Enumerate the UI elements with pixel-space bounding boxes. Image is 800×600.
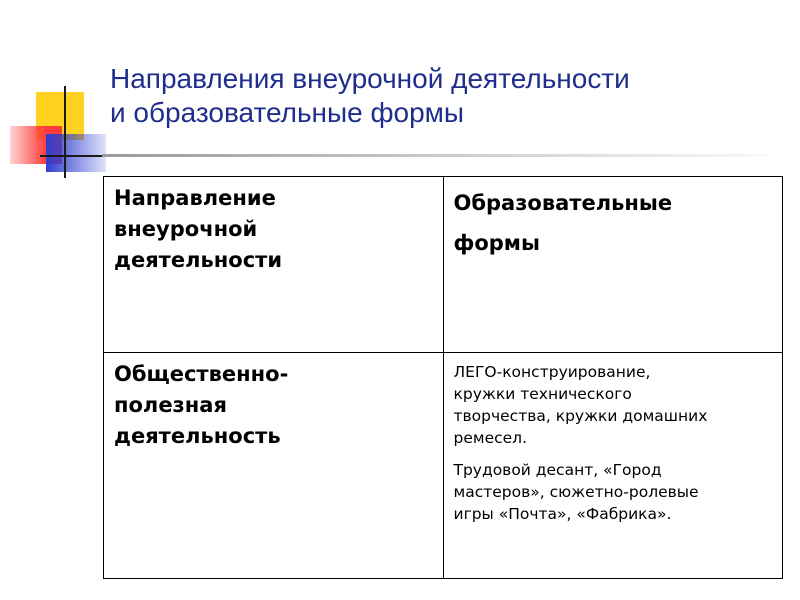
forms-text: ремесел. [453,429,527,447]
header-text: формы [453,231,540,255]
direction-text: полезная [114,393,227,417]
decor-blue-square [46,134,106,172]
header-cell-forms [443,177,783,353]
forms-text: творчества, кружки домашних [453,407,708,425]
slide-title [110,62,790,130]
forms-text: кружки технического [453,385,632,403]
forms-paragraph-2 [454,457,773,525]
slide-title-line: Направления внеурочной деятельности [110,63,630,94]
title-underline [102,154,770,157]
header-text: внеурочной [114,217,258,241]
forms-text: Трудовой десант, «Город [453,461,662,479]
cell-direction [104,353,444,579]
forms-text: ЛЕГО-конструирование, [453,363,651,381]
forms-table [103,176,783,579]
cell-forms [443,353,783,579]
table-header-row [104,177,783,353]
header-text: Направление [114,186,276,210]
header-text: Образовательные [453,191,673,215]
slide-title-line: и образовательные формы [110,97,465,128]
header-text: деятельности [114,248,283,272]
direction-text: Общественно- [114,362,289,386]
forms-text: игры «Почта», «Фабрика». [453,505,672,523]
header-cell-direction [104,177,444,353]
forms-paragraph-1 [454,359,773,449]
decor-horizontal-line [40,155,106,157]
direction-text: деятельность [114,424,281,448]
forms-text: мастеров», сюжетно-ролевые [453,483,699,501]
decor-vertical-line [64,86,66,178]
table-row [104,353,783,579]
